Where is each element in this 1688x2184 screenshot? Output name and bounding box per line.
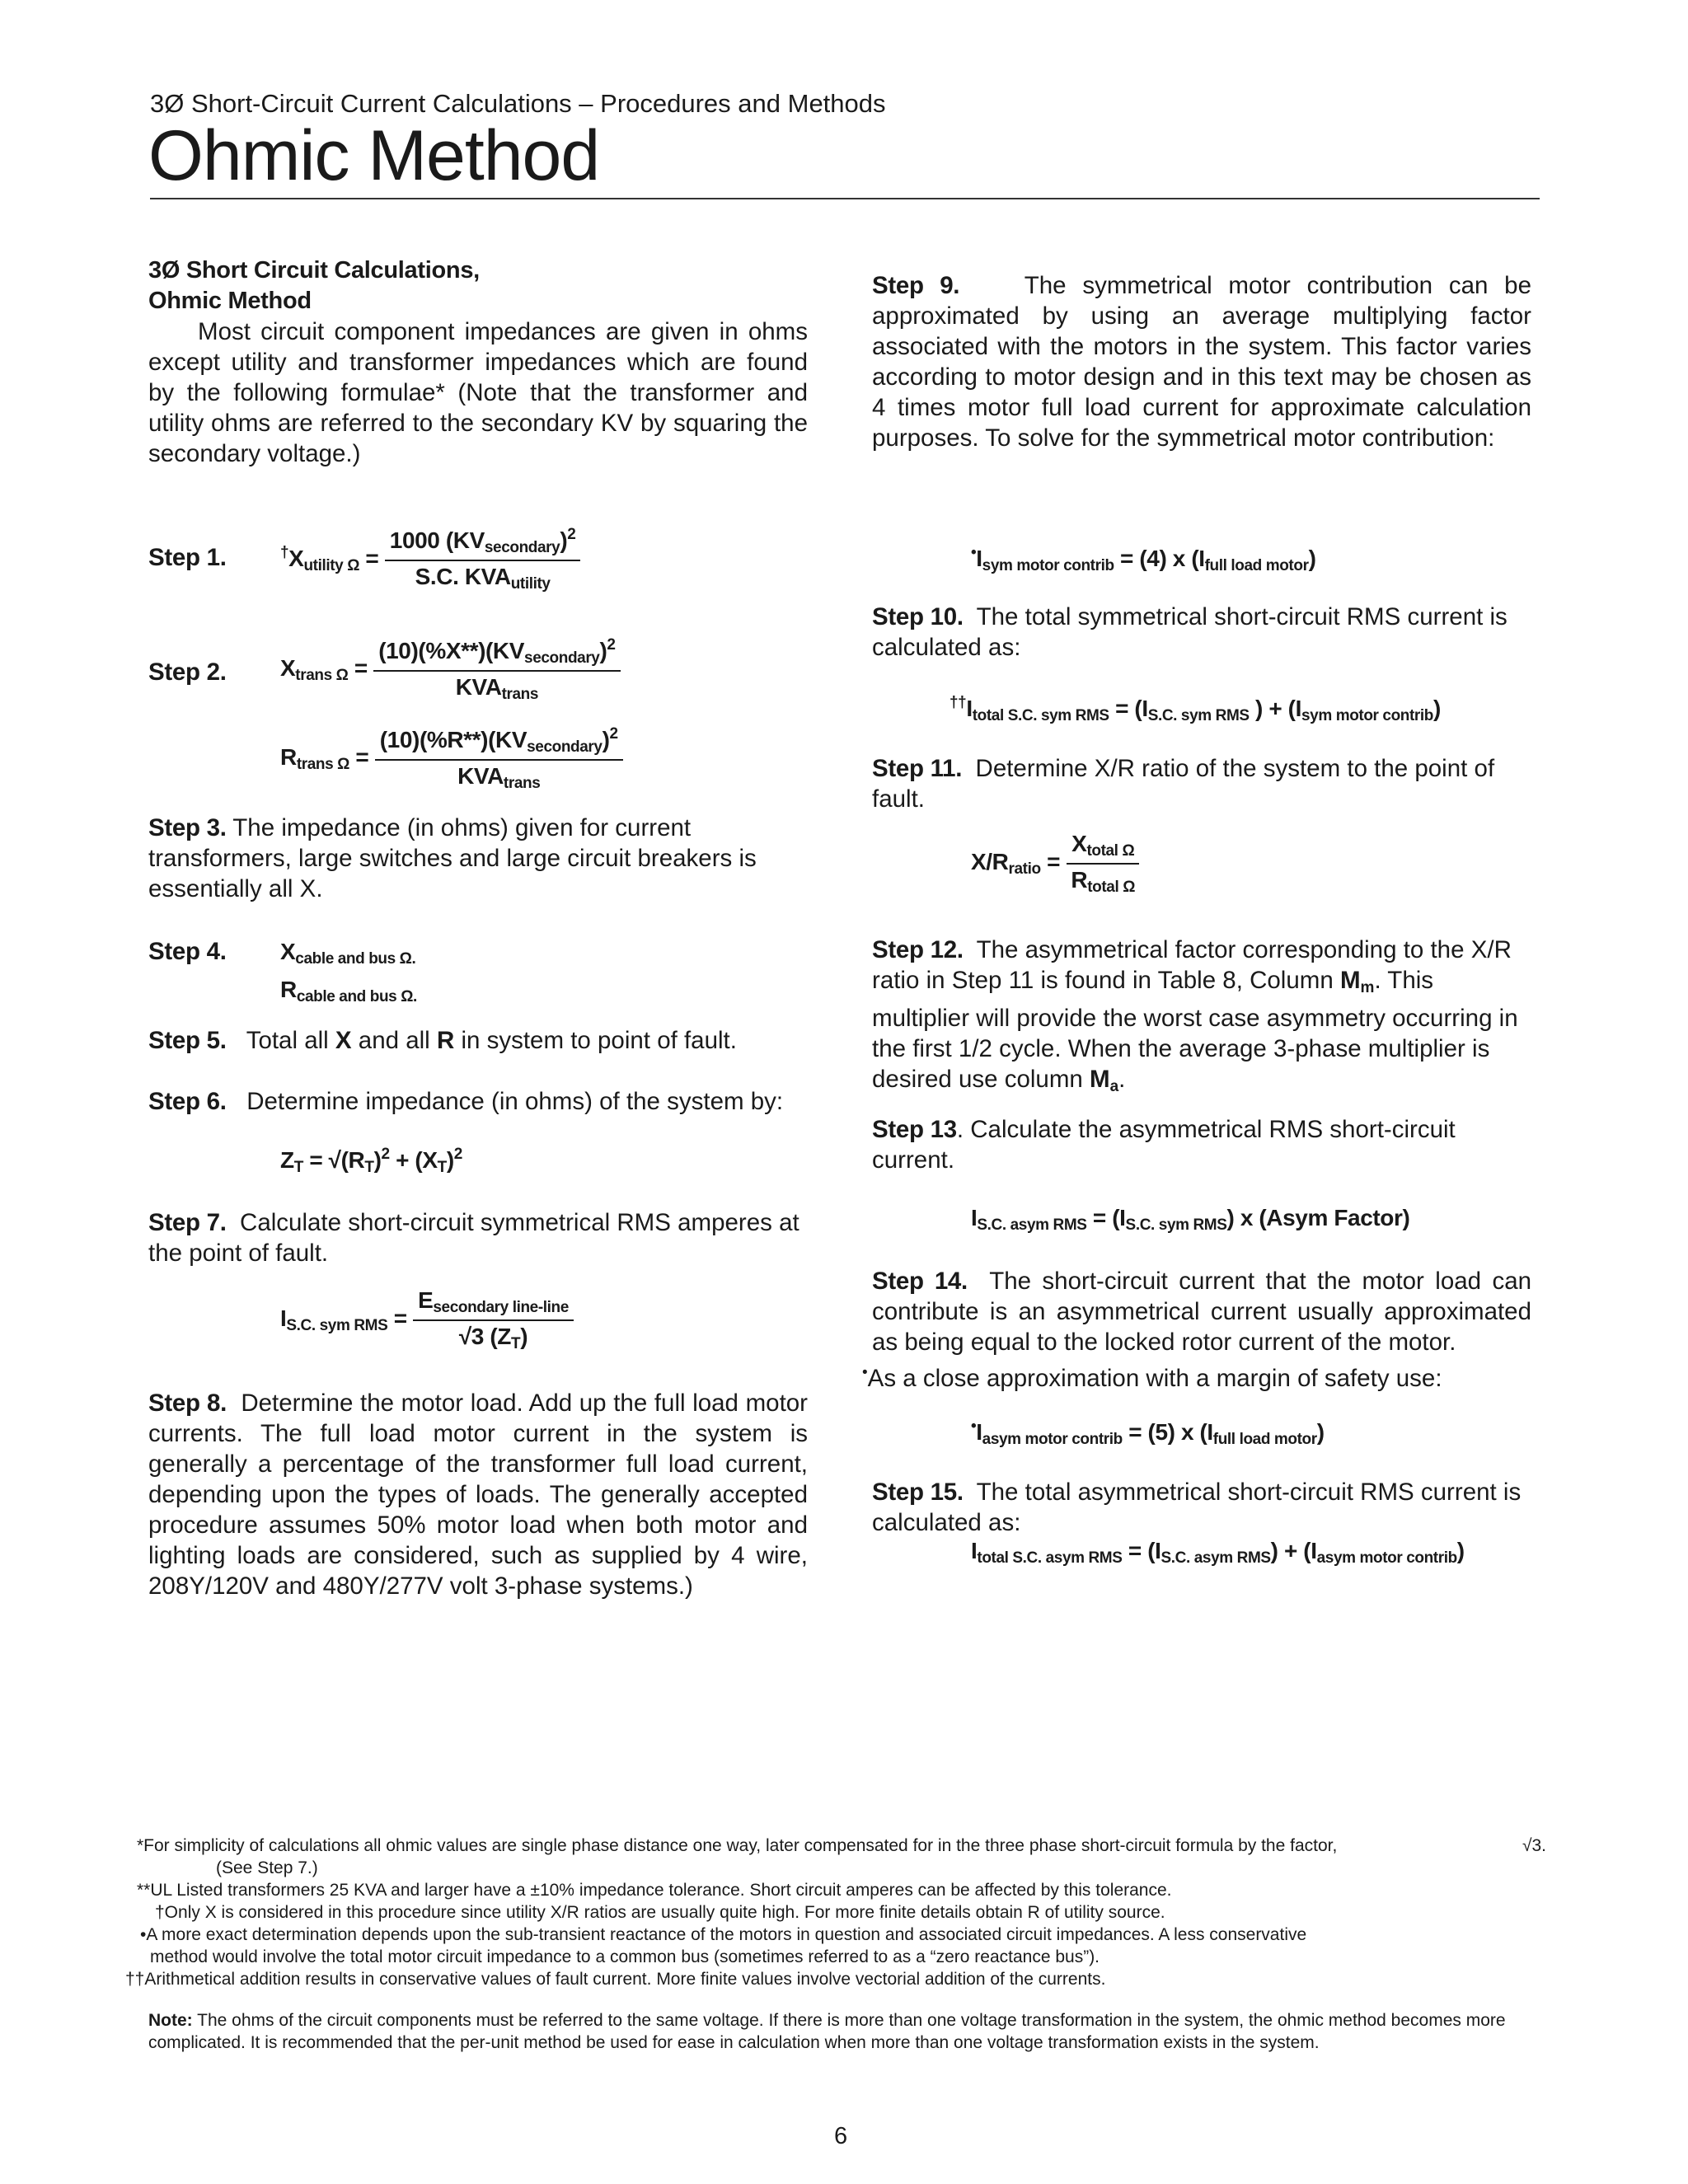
bullet-mark: • — [971, 544, 977, 561]
step8-text: Determine the motor load. Add up the full load motor currents. The full load motor current in the system is generally a percentage of the transformer full load current, depending upon the types of loads. The generally accepted procedure assumes 50% motor load when both motor and lighting loads are considered, such as supplied by 4 wire, 208Y/120V and 480Y/277V volt 3-phase systems.) — [148, 1390, 808, 1600]
step13-formula: $I_{S.C. asym RMS} = (I_{S.C. sym RMS})$ x (Asym Factor) — [971, 1205, 1410, 1234]
dagger-mark: † — [280, 544, 289, 561]
step11-block — [872, 753, 1531, 814]
step7-formula: $I_{S.C. sym RMS}$ = $\frac{E_{secondary line-line}}{√3 (Z_T)}$ — [280, 1287, 692, 1353]
step4-label: Step 4. — [148, 938, 227, 965]
step4-values — [280, 936, 417, 1012]
step9-text: The symmetrical motor contribution can be approximated by using an average multiplying factor associated with the motors in the system. This factor varies according to motor design and in this text may be chosen as 4 times motor full load current for approximate calculation purposes. To solve for the symmetrical motor contribution: — [872, 272, 1531, 452]
step3-block — [148, 813, 808, 904]
page-title: Ohmic Method — [148, 116, 600, 195]
footnote-3: †Only X is considered in this procedure since utility X/R ratios are usually quite high. For more finite details obtain R of utility source. — [155, 1903, 1165, 1922]
step13-text: . Calculate the asymmetrical RMS short-circuit current. — [872, 1116, 1456, 1174]
step4-r: $R_{cable and bus \Omega.}$ — [280, 977, 417, 1005]
intro-block — [148, 255, 808, 469]
step10-block — [872, 602, 1531, 663]
step1-lhs: X — [288, 546, 304, 571]
step9-block — [872, 270, 1531, 453]
step3-text: The impedance (in ohms) given for current transformers, large switches and large circuit breakers is essentially all X. — [148, 814, 757, 902]
step12-label: Step 12. — [872, 936, 964, 963]
step14-text: The short-circuit current that the motor load can contribute is an asymmetrical current usually approximated as being equal to the locked rotor current of the motor. — [872, 1268, 1532, 1356]
section-heading-line2: Ohmic Method — [148, 288, 312, 314]
step2-r-formula: $R_{trans \Omega}$ = $\frac{(10)(\%R**)(KV_{secondary})^2}{KVA_{trans}}$ — [280, 725, 742, 793]
step1-formula — [280, 526, 709, 593]
step15-text: The total asymmetrical short-circuit RMS current is calculated as: — [872, 1479, 1522, 1536]
step8-label: Step 8. — [148, 1390, 227, 1417]
step14-block — [862, 1266, 1532, 1394]
step7-label: Step 7. — [148, 1209, 227, 1236]
note-label: Note: — [148, 2011, 193, 2030]
footnote-1-factor: √3. — [1522, 1836, 1546, 1855]
footnote-4-cont: method would involve the total motor circuit impedance to a common bus (sometimes referred to as a “zero reactance bus”). — [150, 1947, 1100, 1966]
step1-equals: = — [365, 546, 379, 571]
step9-formula: $^•I_{sym motor contrib} = (4)$ x $(I_{full load motor})$ — [971, 544, 1316, 574]
step14-formula: $^•I_{asym motor contrib} = (5)$ x $(I_{full load motor})$ — [971, 1418, 1325, 1448]
step10-label: Step 10. — [872, 603, 964, 630]
step11-text: Determine X/R ratio of the system to the point of fault. — [872, 755, 1495, 813]
note-text: The ohms of the circuit components must be referred to the same voltage. If there is more than one voltage transformation in the system, the ohmic method becomes more complicated. It is recommended that the per-unit method be used for ease in calculation when more than one voltage transformation exists in the system. — [148, 2011, 1506, 2052]
section-subtitle: 3Ø Short-Circuit Current Calculations – Procedures and Methods — [150, 89, 886, 118]
step9-label: Step 9. — [872, 272, 960, 299]
step1-numerator: 1000 $(KV_{secondary})^2$ — [385, 526, 581, 561]
footnote-2: **UL Listed transformers 25 KVA and larger have a ±10% impedance tolerance. Short circuit amperes can be affected by this tolerance. — [137, 1881, 1172, 1900]
bullet-mark: • — [862, 1364, 868, 1381]
intro-paragraph: Most circuit component impedances are given in ohms except utility and transformer impedances which are found by the following formulae* (Note that the transformer and utility ohms are referred to the secondary KV by squaring the secondary voltage.) — [148, 318, 808, 467]
step11-formula: $X/R_{ratio}$ = $\frac{X_{total \Omega}}{R_{total \Omega}}$ — [971, 831, 1140, 897]
step1-lhs-sub: utility Ω — [303, 557, 360, 574]
double-dagger-mark: †† — [950, 694, 967, 711]
step14-label: Step 14. — [872, 1268, 968, 1295]
footnotes — [125, 1835, 1546, 1990]
step14-text2: As a close approximation with a margin of safety use: — [867, 1365, 1442, 1392]
step7-fraction: $\frac{E_{secondary line-line}}{√3 (Z_T)}$ — [413, 1287, 574, 1353]
step6-formula: $Z_T = √(R_T)^2 + (X_T)^2$ — [280, 1146, 462, 1176]
step7-block — [148, 1207, 808, 1268]
step13-label: Step 13 — [872, 1116, 957, 1143]
step15-formula: $I_{total S.C. asym RMS} = (I_{S.C. asym RMS}) + (I_{asym motor contrib})$ — [971, 1538, 1465, 1567]
step2-x-formula: $X_{trans \Omega}$ = $\frac{(10)(\%X**)(KV_{secondary})^2}{KVA_{trans}}$ — [280, 636, 742, 704]
section-heading-line1: 3Ø Short Circuit Calculations, — [148, 257, 480, 284]
step11-label: Step 11. — [872, 755, 963, 782]
step2-label: Step 2. — [148, 658, 227, 686]
header-divider — [150, 198, 1540, 199]
step8-block — [148, 1388, 808, 1601]
step10-formula: $^{\dagger\dagger}I_{total S.C. sym RMS} = (I_{S.C. sym RMS}$ ) + $(I_{sym motor contrib})$ — [950, 694, 1441, 724]
step7-text: Calculate short-circuit symmetrical RMS amperes at the point of fault. — [148, 1209, 799, 1267]
step11-fraction: $\frac{X_{total \Omega}}{R_{total \Omega}}$ — [1066, 831, 1140, 897]
step10-text: The total symmetrical short-circuit RMS current is calculated as: — [872, 603, 1507, 661]
step5-block: Step 5. Total all X and all R in system to point of fault. — [148, 1027, 737, 1054]
step1-denominator: S.C. $KVA_{utility}$ — [415, 564, 551, 593]
step13-block — [872, 1114, 1531, 1175]
step5-label: Step 5. — [148, 1027, 227, 1054]
step1-label: Step 1. — [148, 544, 227, 571]
step15-label: Step 15. — [872, 1479, 964, 1506]
footnote-5: ††Arithmetical addition results in conservative values of fault current. More finite values involve vectorial addition of the currents. — [125, 1970, 1106, 1989]
footnote-4: •A more exact determination depends upon the sub-transient reactance of the motors in question and associated circuit impedances. A less conservative — [140, 1925, 1307, 1944]
step3-label: Step 3. — [148, 814, 227, 841]
page-number: 6 — [834, 2123, 848, 2149]
step15-block — [872, 1477, 1531, 1538]
footnote-1-cont: (See Step 7.) — [216, 1858, 318, 1877]
step12-block: Step 12. The asymmetrical factor corresponding to the X/R ratio in Step 11 is found in Table 8, Column $M_m$. This multiplier will provide the worst case asymmetry occurring in the first 1/2 cycle. When the average 3-phase multiplier is desired use column $M_a$. — [872, 936, 1518, 1095]
note-block — [148, 2009, 1533, 2054]
step2-r-fraction: $\frac{(10)(\%R**)(KV_{secondary})^2}{KVA_{trans}}$ — [375, 725, 623, 793]
step6-label: Step 6. — [148, 1088, 227, 1115]
step6-block — [148, 1086, 824, 1117]
step6-text: Determine impedance (in ohms) of the system by: — [246, 1088, 784, 1115]
step4-x: $X_{cable and bus \Omega.}$ — [280, 939, 416, 968]
footnote-1: *For simplicity of calculations all ohmic values are single phase distance one way, later compensated for in the three phase short-circuit formula by the factor, √3. — [137, 1836, 1546, 1855]
step1-fraction — [385, 526, 581, 593]
step2-x-fraction: $\frac{(10)(\%X**)(KV_{secondary})^2}{KVA_{trans}}$ — [373, 636, 620, 704]
